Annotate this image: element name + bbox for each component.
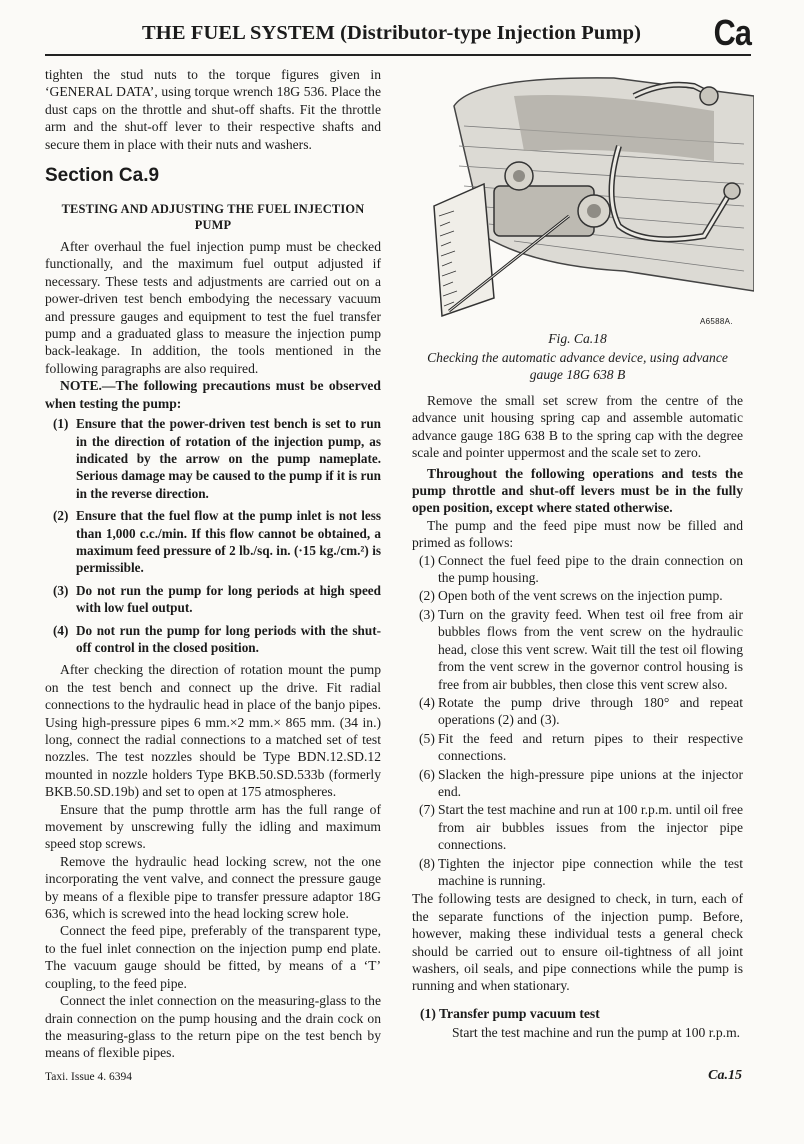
paragraph: The following tests are designed to check, in turn, each of the separate functions of the injection pump. Before, however, making these individual tests a general check should be carried out to ensure oil-tightness of all joint washers, oil seals, and pipe connections while the pump is running and when stationary.	[412, 891, 743, 994]
paragraph: Connect the inlet connection on the measuring-glass to the drain connection on the pump housing and the drain cock on the measuring-glass to the return pipe on the test bench by means of flexible pipes.	[45, 993, 381, 1061]
list-item: (3) Turn on the gravity feed. When test oil free from air bubbles flows from the vent screw on the hydraulic head, close this vent screw. Wait till the test oil flowing from the vent screw in the governor control housing is free from air bubbles, then close this vent screw also.	[419, 606, 743, 692]
list-item: (6) Slacken the high-pressure pipe unions at the injector end.	[419, 766, 743, 799]
section-code: Ca	[713, 12, 751, 53]
list-item: (8) Tighten the injector pipe connection while the test machine is running.	[419, 855, 743, 888]
list-item: (3) Do not run the pump for long periods at high speed with low fuel output.	[53, 582, 381, 616]
figure-caption: Checking the automatic advance device, using advance gauge 18G 638 B	[427, 350, 728, 383]
figure-illustration	[414, 66, 754, 332]
list-item: (4) Do not run the pump for long periods with the shut-off control in the closed position.	[53, 622, 381, 655]
paragraph: Remove the small set screw from the centre of the advance unit housing spring cap and assemble automatic advance gauge 18G 638 B to the spring cap with the degree scale and pointer uppermost and the scale set to zero.	[412, 393, 743, 461]
section-heading: Section Ca.9	[45, 165, 160, 187]
page-header	[45, 14, 751, 56]
list-item: (4) Rotate the pump drive through 180° and repeat operations (2) and (3).	[419, 694, 743, 728]
figure-code: A6588A.	[700, 317, 733, 326]
test-heading: (1) Transfer pump vacuum test	[420, 1005, 600, 1021]
paragraph: Ensure that the pump throttle arm has the full range of movement by unscrewing fully the idling and maximum speed stop screws.	[45, 801, 381, 852]
paragraph: Remove the hydraulic head locking screw, not the one incorporating the vent valve, and connect the pressure gauge by means of a flexible pipe to transfer pressure adaptor 18G 636, which is screwed into the head locking screw hole.	[45, 853, 381, 922]
warning-paragraph: Throughout the following operations and tests the pump throttle and shut-off levers must be in the fully open position, except where stated otherwise.	[412, 465, 743, 516]
list-item: (5) Fit the feed and return pipes to their respective connections.	[419, 730, 743, 764]
page-title: THE FUEL SYSTEM (Distributor-type Injection Pump)	[142, 22, 642, 44]
list-item: (2) Open both of the vent screws on the injection pump.	[419, 588, 723, 604]
list-item: (7) Start the test machine and run at 100 r.p.m. until oil free from air bubbles issues from the injector pipe connections.	[419, 802, 743, 853]
figure-caption-title: Fig. Ca.18	[548, 331, 607, 346]
footer-issue: Taxi. Issue 4. 6394	[45, 1071, 133, 1083]
priming-steps-list	[412, 552, 743, 890]
note-paragraph: NOTE.—The following precautions must be observed when testing the pump:	[45, 378, 381, 411]
list-item: (1) Connect the fuel feed pipe to the drain connection on the pump housing.	[419, 552, 743, 586]
right-column	[412, 392, 743, 1042]
paragraph: The pump and the feed pipe must now be filled and primed as follows:	[412, 517, 743, 551]
test-paragraph: Start the test machine and run the pump at 100 r.p.m.	[452, 1025, 741, 1041]
subheading: TESTING AND ADJUSTING THE FUEL INJECTION PUMP	[61, 202, 365, 233]
precautions-list	[45, 415, 381, 656]
left-column	[45, 66, 381, 1062]
intro-paragraph: tighten the stud nuts to the torque figures given in ‘GENERAL DATA’, using torque wrench 18G 536. Place the dust caps on the throttle and shut-off shafts. Fit the throttle arm and the shut-off lever to their respective shafts and secure them in place with their nuts and washers.	[45, 67, 381, 152]
list-item: (2) Ensure that the fuel flow at the pump inlet is not less than 1,000 c.c./min. If this flow cannot be obtained, a maximum feed pressure of 2 lb./sq. in. (·15 kg./cm.²) is permissible.	[53, 508, 381, 576]
paragraph: After checking the direction of rotation mount the pump on the test bench and connect up the drive. Fit radial connections to the hydraulic head in place of the banjo pipes. Using high-pressure pipes 6 mm.×2 mm.× 865 mm. (34 in.) long, connect the radial connections to a matched set of test nozzles. The test nozzles should be Type BDN.12.SD.12 mounted in nozzle holders Type BKB.50.SD.533b (formerly BKB.50.SD.19b) and set to open at 175 atmospheres.	[45, 662, 381, 800]
paragraph: Connect the feed pipe, preferably of the transparent type, to the fuel inlet connection on the injection pump end plate. The vacuum gauge should be fitted, by means of a ‘T’ coupling, to the feed pipe.	[45, 923, 381, 991]
list-item: (1) Ensure that the power-driven test bench is set to run in the direction of rotation of the injection pump, as indicated by the arrow on the pump nameplate. Serious damage may be caused to the pump if it is run in the reverse direction.	[53, 416, 381, 501]
paragraph: After overhaul the fuel injection pump must be checked functionally, and the maximum fuel output adjusted if necessary. These tests and adjustments are carried out on a power-driven test bench embodying the necessary vacuum and pressure gauges and equipment to test the fuel transfer pump and a graduated glass to measure the injection pump back-leakage. In addition, the tools mentioned in the following paragraphs are also required.	[45, 239, 381, 376]
advance-gauge-illustration	[414, 66, 754, 332]
page-number: Ca.15	[708, 1068, 742, 1083]
